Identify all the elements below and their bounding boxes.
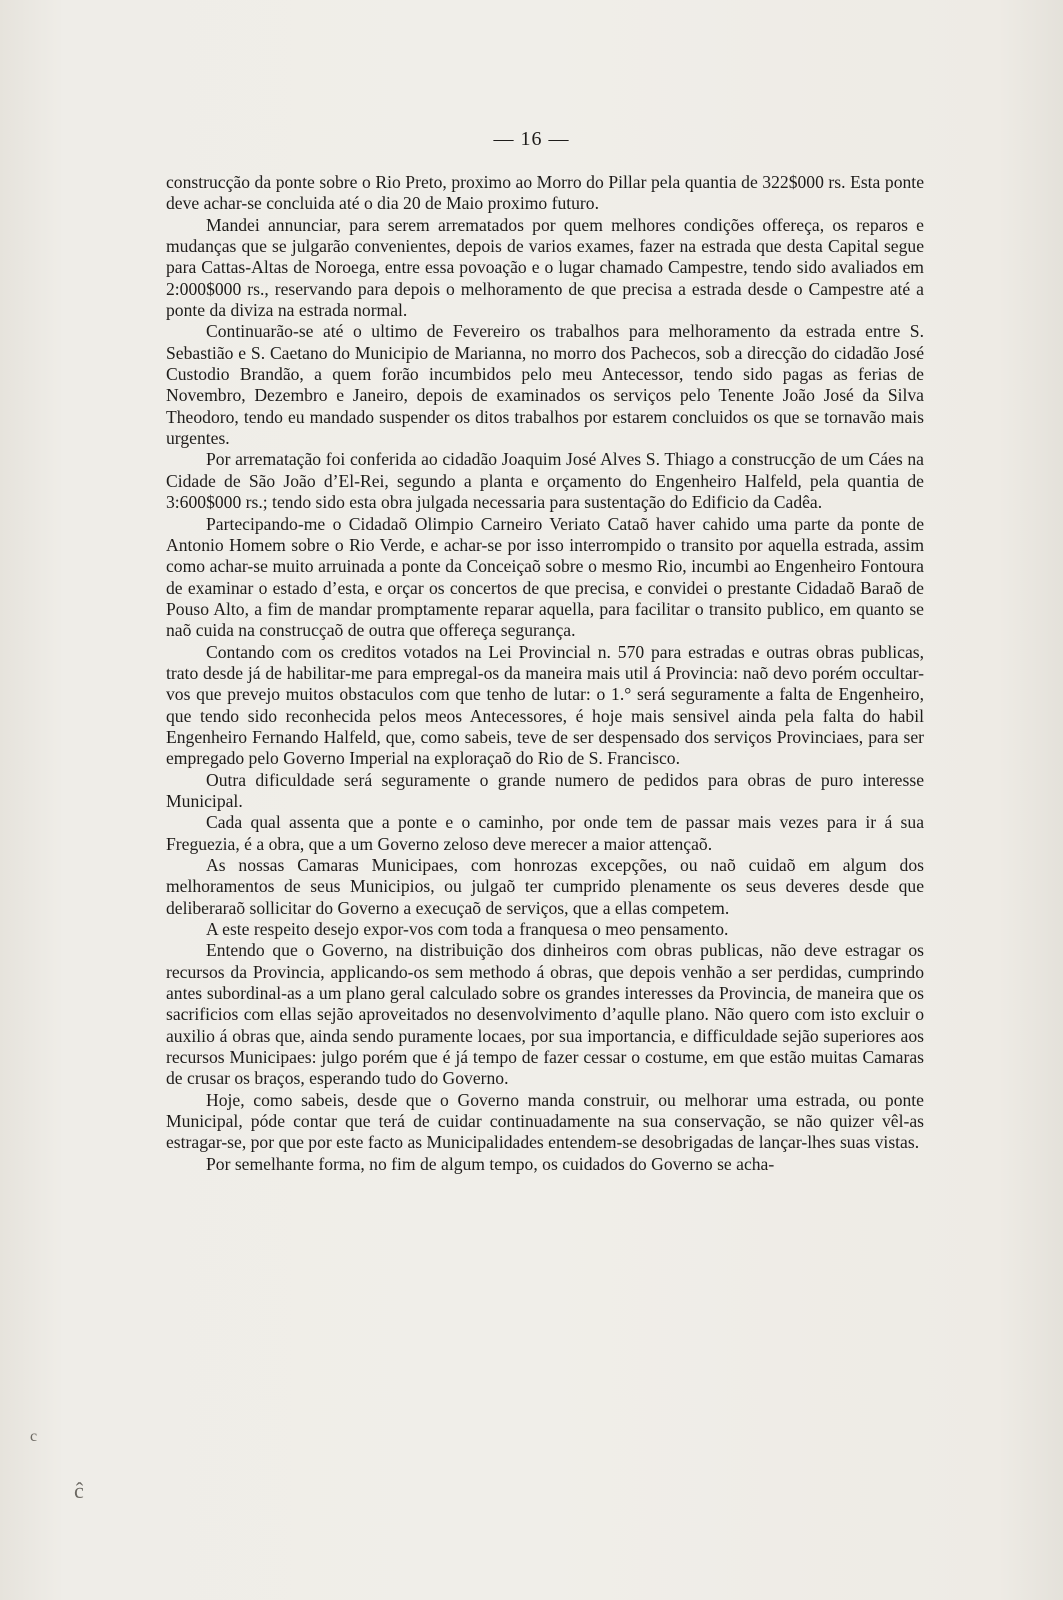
paragraph: Continuarão-se até o ultimo de Fevereiro os trabalhos para melhoramento da estrada entre S. Sebastião e S. Caetano do Municipio de Marianna, no morro dos Pachecos, sob a direcção do cidadão José Custodio Brandão, a quem forão incumbidos pelo meu Antecessor, tendo sido pagas as ferias de Novembro, Dezembro e Janeiro, depois de examinados os serviços pelo Tenente João José da Silva Theodoro, tendo eu mandado suspender os ditos trabalhos por estarem concluidos os que se tornavão mais urgentes.: [166, 321, 924, 449]
paragraph: Contando com os creditos votados na Lei Provincial n. 570 para estradas e outras obras publicas, trato desde já de habilitar-me para empregal-os da maneira mais util á Provincia: naõ devo porém occultar-vos que prevejo muitos obstaculos com que tenho de lutar: o 1.° será seguramente a falta de Engenheiro, que tendo sido reconhecida pelos meos Antecessores, é hoje mais sensivel ainda pela falta do habil Engenheiro Fernando Halfeld, que, como sabeis, teve de ser despensado dos serviços Provinciaes, para ser empregado pelo Governo Imperial na exploraçaõ do Rio de S. Francisco.: [166, 641, 924, 769]
paragraph: A este respeito desejo expor-vos com toda a franquesa o meo pensamento.: [206, 919, 729, 940]
paragraph: Entendo que o Governo, na distribuição dos dinheiros com obras publicas, não deve estragar os recursos da Provincia, applicando-os sem methodo á obras, que depois venhão a ser perdidas, cumprindo antes subordinal-as a um plano geral calculado sobre os grandes interesses da Provincia, de maneira que os sacrificios com ellas sejão aproveitados no desenvolvimento d’aqulle plano. Não quero com isto excluir o auxilio á obras que, ainda sendo puramente locaes, por sua importancia, e difficuldade sejão superiores aos recursos Municipaes: julgo porém que é já tempo de fazer cessar o costume, em que estão muitas Camaras de crusar os braços, esperando tudo do Governo.: [166, 940, 924, 1089]
paragraph: Outra dificuldade será seguramente o grande numero de pedidos para obras de puro interesse Municipal.: [166, 769, 924, 811]
paragraph: construcção da ponte sobre o Rio Preto, proximo ao Morro do Pillar pela quantia de 322$000 rs. Esta ponte deve achar-se concluida até o dia 20 de Maio proximo futuro.: [166, 172, 924, 214]
paragraph: Partecipando-me o Cidadaõ Olimpio Carneiro Veriato Cataõ haver cahido uma parte da ponte de Antonio Homem sobre o Rio Verde, e achar-se por isso interrompido o transito por aquella estrada, assim como achar-se muito arruinada a ponte da Conceiçaõ sobre o mesmo Rio, incumbi ao Engenheiro Fontoura de examinar o estado d’esta, e orçar os concertos de que precisa, e convidei o prestante Cidadaõ Baraõ de Pouso Alto, a fim de mandar promptamente reparar aquella, para facilitar o transito publico, em quanto se naõ cuida na construcçaõ de outra que offereça segurança.: [166, 513, 924, 641]
paragraph: Por arrematação foi conferida ao cidadão Joaquim José Alves S. Thiago a construcção de um Cáes na Cidade de São João d’El-Rei, segundo a planta e orçamento do Engenheiro Halfeld, pela quantia de 3:600$000 rs.; tendo sido esta obra julgada necessaria para sustentação do Edificio da Cadêa.: [166, 449, 924, 513]
margin-mark: ĉ: [74, 1478, 84, 1503]
paragraph: Por semelhante forma, no fim de algum tempo, os cuidados do Governo se acha-: [206, 1153, 775, 1174]
paragraph: Mandei annunciar, para serem arrematados por quem melhores condições offereça, os reparos e mudanças que se julgarão convenientes, depois de varios exames, fazer na estrada que desta Capital segue para Cattas-Altas de Noroega, entre essa povoação e o lugar chamado Campestre, tendo sido avaliados em 2:000$000 rs., reservando para depois o melhoramento de que precisa a estrada desde o Campestre até a ponte da diviza na estrada normal.: [166, 214, 924, 321]
page-number: — 16 —: [493, 128, 570, 150]
paragraph: Cada qual assenta que a ponte e o caminho, por onde tem de passar mais vezes para ir á sua Freguezia, é a obra, que a um Governo zeloso deve merecer a maior attençaõ.: [166, 812, 924, 854]
paragraph: As nossas Camaras Municipaes, com honrozas excepções, ou naõ cuidaõ em algum dos melhoramentos de seus Municipios, ou julgaõ ter cumprido plenamente os seus deveres desde que deliberaraõ sollicitar do Governo a execuçaõ de serviços, que a ellas competem.: [166, 855, 924, 918]
margin-mark: c: [30, 1428, 38, 1445]
body-text: [166, 172, 924, 1175]
paragraph: Hoje, como sabeis, desde que o Governo manda construir, ou melhorar uma estrada, ou ponte Municipal, póde contar que terá de cuidar continuadamente na sua conservação, se não quizer vêl-as estragar-se, por que por este facto as Municipalidades entendem-se desobrigadas de lançar-lhes suas vistas.: [166, 1089, 924, 1153]
